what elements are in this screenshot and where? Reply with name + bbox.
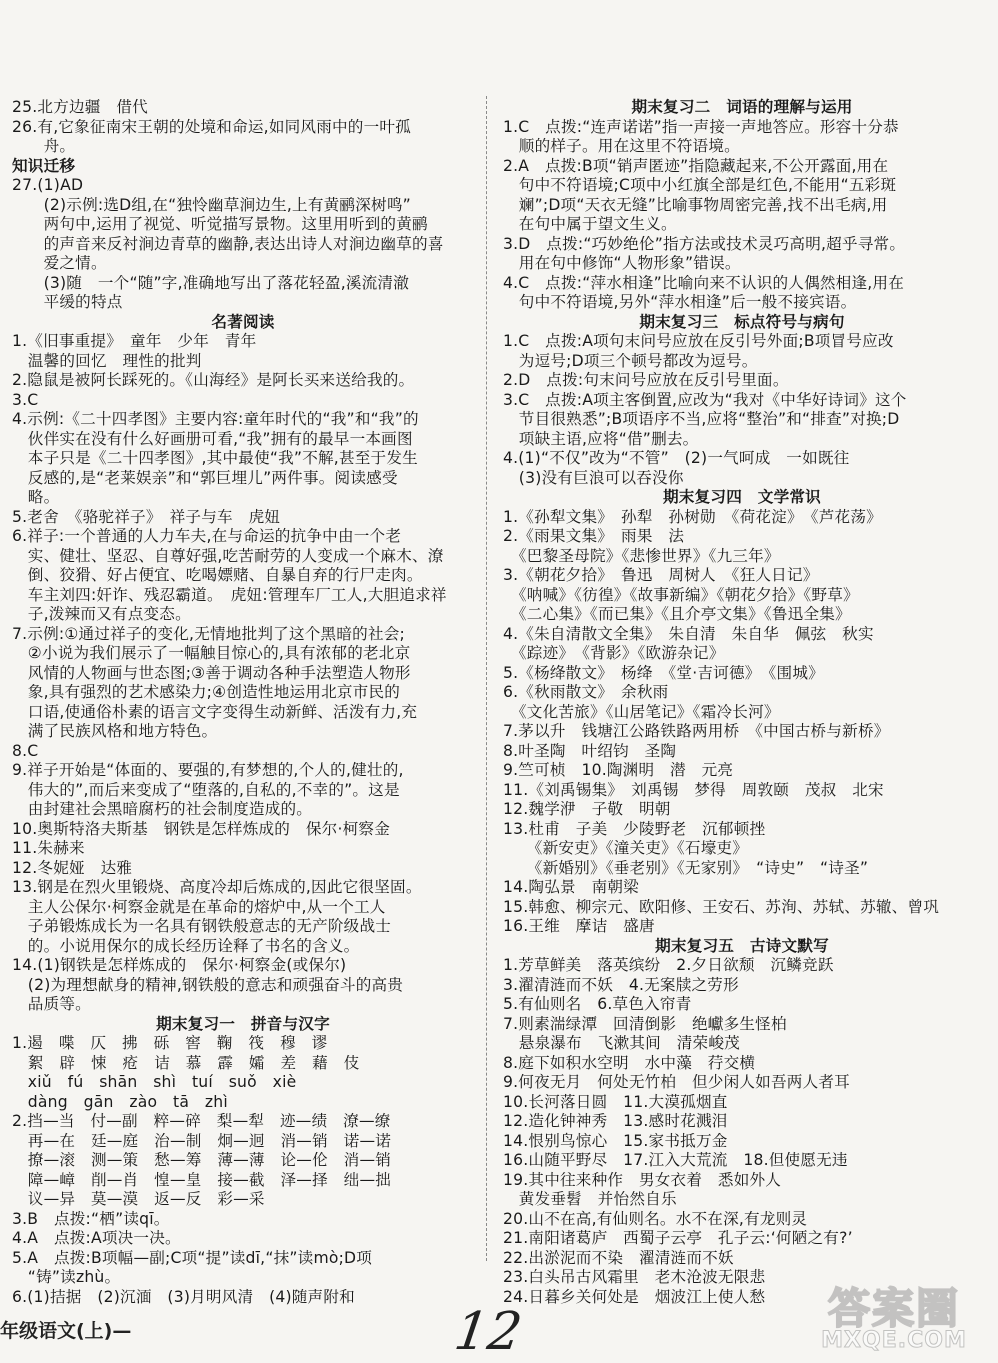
left-answer-line: 3.B 点拨:“栖”读qī。 (12, 1209, 170, 1228)
left-answer-line: (3)随 一个“随”字,准确地写出了落花轻盈,溪流清澈 (12, 273, 410, 292)
left-answer-line: (2)为理想献身的精神,钢铁般的意志和顽强奋斗的高贵 (12, 975, 404, 994)
right-section-heading: 期末复习二 词语的理解与运用 (631, 98, 853, 116)
right-answer-line: 1.C 点拨:A项句末问号应放在反引号外面;B项冒号应改 (503, 332, 894, 350)
watermark-logo (804, 1276, 984, 1360)
right-answer-line: 《新婚别》《垂老别》《无家别》 “诗史” “诗圣” (503, 858, 869, 877)
left-answer-line: 1.《旧事重提》 童年 少年 青年 (12, 332, 257, 350)
left-answer-line: 5.老舍 《骆驼祥子》 祥子与车 虎妞 (12, 507, 281, 526)
left-answer-line: dàng gān zào tā zhì (12, 1092, 228, 1111)
right-answer-line: 2.《雨果文集》 雨果 法 (503, 527, 685, 545)
left-answer-line: 爱之情。 (12, 254, 107, 272)
right-answer-line: 《文化苦旅》《山居笔记》《霜冷长河》 (503, 702, 780, 721)
left-answer-line: 10.奥斯特洛夫斯基 钢铁是怎样炼成的 保尔·柯察金 (12, 819, 391, 838)
right-answer-line: 3.D 点拨:“巧妙绝伦”指方法或技术灵巧高明,超乎寻常。 (503, 234, 906, 253)
watermark-name: 答案圈 (827, 1284, 960, 1333)
right-answer-line: 《二心集》《而已集》《且介亭文集》《鲁迅全集》 (503, 605, 851, 623)
right-answer-line: 9.竺可桢 10.陶渊明 潜 元亮 (503, 761, 734, 779)
right-answer-line: 12.造化钟神秀 13.感时花溅泪 (503, 1112, 728, 1130)
left-answer-line: 的。小说用保尔的成长经历诠释了书名的含义。 (12, 936, 360, 955)
left-answer-line: 两句中,运用了视觉、听觉描写景物。这里用听到的黄鹂 (12, 215, 428, 233)
right-answer-line: 7.则素湍绿潭 回清倒影 绝巘多生怪柏 (503, 1014, 787, 1033)
right-answer-line: 句中不符语境;C项中小红旗全部是红色,不能用“五彩斑 (503, 176, 897, 194)
right-answer-line: 10.长河落日圆 11.大漠孤烟直 (503, 1092, 728, 1111)
right-answer-line: 21.南阳诸葛庐 西蜀子云亭 孔子云:‘何陋之有?’ (503, 1229, 853, 1247)
right-answer-line: 11.《刘禹锡集》 刘禹锡 梦得 周敦颐 茂叔 北宋 (503, 780, 884, 799)
right-answer-line: 《呐喊》《彷徨》《故事新编》《朝花夕拾》《野草》 (503, 585, 859, 604)
right-answer-line: 4.《朱自清散文全集》 朱自清 朱自华 佩弦 秋实 (503, 624, 874, 643)
right-answer-line: 《巴黎圣母院》《悲惨世界》《九三年》 (503, 546, 780, 565)
left-answer-line: 8.C (12, 741, 39, 760)
left-answer-line: 略。 (12, 488, 60, 506)
left-answer-line: “铸”读zhù。 (12, 1268, 121, 1286)
left-column (12, 98, 474, 1307)
right-answer-line: 24.日暮乡关何处是 烟波江上使人愁 (503, 1287, 766, 1306)
right-answer-line: 顺的样子。用在这里不符语境。 (503, 137, 740, 155)
left-answer-line: 4.A 点拨:A项决一决。 (12, 1229, 181, 1247)
left-answer-line: 子,泼辣而又有点变态。 (12, 605, 191, 623)
left-section-heading: 名著阅读 (211, 312, 275, 331)
right-answer-line: 悬泉瀑布 飞漱其间 清荣峻茂 (503, 1034, 740, 1052)
right-answer-line: 斓”;D项“天衣无缝”比喻事物周密完善,找不出毛病,用 (503, 195, 888, 214)
right-column (503, 98, 981, 1307)
right-answer-line: 12.魏学洢 子敬 明朝 (503, 800, 671, 818)
left-answer-line: 25.北方边疆 借代 (12, 98, 148, 116)
right-answer-line: 14.恨别鸟惊心 15.家书抵万金 (503, 1131, 728, 1150)
left-answer-line: 4.示例:《二十四孝图》主要内容:童年时代的“我”和“我”的 (12, 410, 419, 428)
left-answer-line: 26.有,它象征南宋王朝的处境和命运,如同风雨中的一叶孤 (12, 117, 411, 136)
right-answer-line: 1.C 点拨:“连声诺诺”指一声接一声地答应。形容十分恭 (503, 117, 899, 136)
left-section-heading: 期末复习一 拼音与汉字 (156, 1014, 330, 1033)
right-answer-line: 2.D 点拨:句末问号应放在反引号里面。 (503, 371, 789, 389)
left-answer-line: 倒、狡猾、好占便宜、吃喝嫖赌、自暴自弃的行尸走肉。 (12, 566, 423, 584)
right-answer-line: 20.山不在高,有仙则名。水不在深,有龙则灵 (503, 1209, 808, 1228)
right-answer-line: 1.芳草鲜美 落英缤纷 2.夕日欲颓 沉鳞竞跃 (503, 956, 834, 974)
right-answer-line: 13.杜甫 子美 少陵野老 沉郁顿挫 (503, 819, 766, 838)
right-answer-line: 黄发垂髫 并怡然自乐 (503, 1190, 677, 1208)
left-answer-line: 由封建社会黑暗腐朽的社会制度造成的。 (12, 800, 313, 818)
left-answer-line: 本子只是《二十四孝图》,其中最使“我”不解,甚至于发生 (12, 449, 418, 467)
left-answer-line: 再—在 廷—庭 治—制 炯—迥 消—销 诺—诺 (12, 1131, 392, 1150)
right-answer-line: 节目很熟悉”;B项语序不当,应将“整治”和“排查”对换;D (503, 410, 900, 428)
right-answer-line: 8.庭下如积水空明 水中藻 荇交横 (503, 1053, 756, 1072)
left-answer-line: 3.C (12, 390, 39, 409)
right-answer-line: 5.《杨绛散文》 杨绛 《堂·吉诃德》 《围城》 (503, 663, 824, 682)
right-answer-line: 23.白头吊古风霜里 老木沧波无限悲 (503, 1268, 766, 1286)
left-answer-line: 车主刘四:奸诈、残忍霸道。 虎妞:管理车厂工人,大胆追求祥 (12, 585, 447, 604)
left-answer-line: 伙伴实在没有什么好画册可看,“我”拥有的最早一本画图 (12, 429, 413, 448)
left-subheading: 知识迁移 (12, 156, 76, 175)
left-answer-line: 1.遏 喋 仄 拂 砾 窖 鞠 筏 穆 谬 (12, 1034, 328, 1052)
right-answer-line: 《新安吏》《潼关吏》《石壕吏》 (503, 839, 749, 857)
left-answer-line: 平缓的特点 (12, 293, 123, 311)
right-answer-line: 用在句中修饰“人物形象”错误。 (503, 254, 741, 272)
right-answer-line: 3.《朝花夕拾》 鲁迅 周树人 《狂人日记》 (503, 566, 819, 584)
left-answer-line: 主人公保尔·柯察金就是在革命的熔炉中,从一个工人 (12, 897, 386, 916)
left-answer-line: 6.祥子:一个普通的人力车夫,在与命运的抗争中由一个老 (12, 527, 402, 545)
footer-grade-label: 年级语文(上)— (0, 1320, 132, 1342)
right-section-heading: 期末复习五 古诗文默写 (655, 936, 829, 955)
left-answer-line: 品质等。 (12, 995, 91, 1013)
right-answer-line: 4.C 点拨:“萍水相逢”比喻向来不认识的人偶然相逢,用在 (503, 273, 904, 292)
left-answer-line: 满了民族风格和地方特色。 (12, 722, 218, 740)
left-answer-line: 7.示例:①通过祥子的变化,无情地批判了这个黑暗的社会; (12, 624, 405, 643)
left-answer-line: 絮 辟 悚 疮 诘 慕 霹 孀 差 藉 伎 (12, 1053, 360, 1072)
left-answer-line: 6.(1)拮据 (2)沉湎 (3)月明风清 (4)随声附和 (12, 1287, 355, 1306)
watermark-url: MXQE.COM (821, 1328, 967, 1353)
left-answer-line: 5.A 点拨:B项幅—副;C项“提”读dī,“抹”读mò;D项 (12, 1248, 373, 1267)
right-answer-line: (3)没有巨浪可以吞没你 (503, 468, 684, 487)
left-answer-line: 13.钢是在烈火里锻烧、高度冷却后炼成的,因此它很坚固。 (12, 878, 422, 896)
left-answer-line: 反感的,是“老莱娱亲”和“郭巨埋儿”两件事。阅读感受 (12, 468, 398, 487)
left-answer-line: 象,具有强烈的艺术感染力;④创造性地运用北京市民的 (12, 683, 401, 701)
left-answer-line: 实、健壮、坚忍、自尊好强,吃苦耐劳的人变成一个麻木、潦 (12, 546, 444, 565)
left-answer-line: 2.挡—当 付—副 粹—碎 梨—犁 迹—绩 潦—缭 (12, 1112, 391, 1130)
right-answer-line: 4.(1)“不仅”改为“不管” (2)一气呵成 一如既往 (503, 449, 850, 467)
left-answer-line: ②小说为我们展示了一幅触目惊心的,具有浓郁的老北京 (12, 644, 411, 662)
right-answer-line: 1.《孙犁文集》 孙犁 孙树勋 《荷花淀》 《芦花荡》 (503, 507, 882, 526)
left-answer-line: xiǔ fú shān shì tuí suǒ xiè (12, 1073, 297, 1091)
left-answer-line: 2.隐鼠是被阿长踩死的。《山海经》是阿长买来送给我的。 (12, 371, 415, 389)
left-answer-line: 9.祥子开始是“体面的、要强的,有梦想的,个人的,健壮的, (12, 761, 404, 779)
right-answer-line: 为逗号;D项三个顿号都改为逗号。 (503, 351, 758, 370)
right-answer-line: 《踪迹》 《背影》《欧游杂记》 (503, 644, 725, 662)
right-answer-line: 22.出淤泥而不染 濯清涟而不妖 (503, 1248, 734, 1267)
right-answer-line: 14.陶弘景 南朝梁 (503, 878, 639, 896)
left-answer-line: 温馨的回忆 理性的批判 (12, 351, 202, 370)
left-answer-line: 口语,使通俗朴素的语言文字变得生动新鲜、活泼有力,充 (12, 702, 418, 721)
right-section-heading: 期末复习三 标点符号与病句 (639, 312, 845, 331)
right-answer-line: 2.A 点拨:B项“销声匿迹”指隐藏起来,不公开露面,用在 (503, 156, 889, 175)
right-answer-line: 5.有仙则名 6.草色入帘青 (503, 995, 692, 1013)
page-number: 12 (450, 1302, 526, 1362)
left-answer-line: 27.(1)AD (12, 176, 84, 194)
right-answer-line: 在句中属于望文生义。 (503, 215, 677, 233)
right-answer-line: 7.茅以升 钱塘江公路铁路两用桥 《中国古桥与新桥》 (503, 722, 890, 740)
right-answer-line: 项缺主语,应将“借”删去。 (503, 429, 699, 448)
left-answer-line: 撩—滚 测—策 愁—筹 薄—薄 论—伦 消—销 (12, 1151, 392, 1169)
column-divider (486, 96, 488, 1261)
right-answer-line: 16.山随平野尽 17.江入大荒流 18.但使愿无违 (503, 1151, 848, 1169)
left-answer-line: 议—异 莫—漠 返—反 彩—采 (12, 1190, 265, 1208)
right-answer-line: 6.《秋雨散文》 余秋雨 (503, 683, 669, 701)
left-answer-line: 子弟锻炼成长为一名具有钢铁般意志的无产阶级战士 (12, 917, 392, 935)
left-answer-line: 伟大的”,而后来变成了“堕落的,自私的,不幸的”。这是 (12, 780, 400, 799)
left-answer-line: 障—嶂 削—肖 惶—皇 接—截 泽—择 绌—拙 (12, 1170, 392, 1189)
right-answer-line: 15.韩愈、柳宗元、欧阳修、王安石、苏洵、苏轼、苏辙、曾巩 (503, 897, 940, 916)
right-answer-line: 3.C 点拨:A项主客倒置,应改为“我对《中华好诗词》这个 (503, 390, 907, 409)
left-answer-line: 风情的人物画与世态图;③善于调动各种手法塑造人物形 (12, 663, 411, 682)
left-answer-line: (2)示例:选D组,在“独怜幽草涧边生,上有黄鹂深树鸣” (12, 195, 411, 214)
left-answer-line: 12.冬妮娅 达雅 (12, 858, 133, 877)
right-answer-line: 9.何夜无月 何处无竹柏 但少闲人如吾两人者耳 (503, 1073, 850, 1091)
left-answer-line: 14.(1)钢铁是怎样炼成的 保尔·柯察金(或保尔) (12, 956, 347, 974)
right-answer-line: 16.王维 摩诘 盛唐 (503, 917, 655, 935)
left-answer-line: 的声音来反衬涧边青草的幽静,表达出诗人对涧边幽草的喜 (12, 234, 444, 253)
right-section-heading: 期末复习四 文学常识 (663, 488, 821, 506)
right-answer-line: 19.其中往来种作 男女衣着 悉如外人 (503, 1170, 782, 1189)
left-answer-line: 舟。 (12, 137, 76, 155)
left-answer-line: 11.朱赫来 (12, 839, 85, 857)
right-answer-line: 3.濯清涟而不妖 4.无案牍之劳形 (503, 975, 739, 994)
right-answer-line: 8.叶圣陶 叶绍钧 圣陶 (503, 741, 677, 760)
right-answer-line: 句中不符语境,另外“萍水相逢”后一般不接宾语。 (503, 293, 857, 311)
